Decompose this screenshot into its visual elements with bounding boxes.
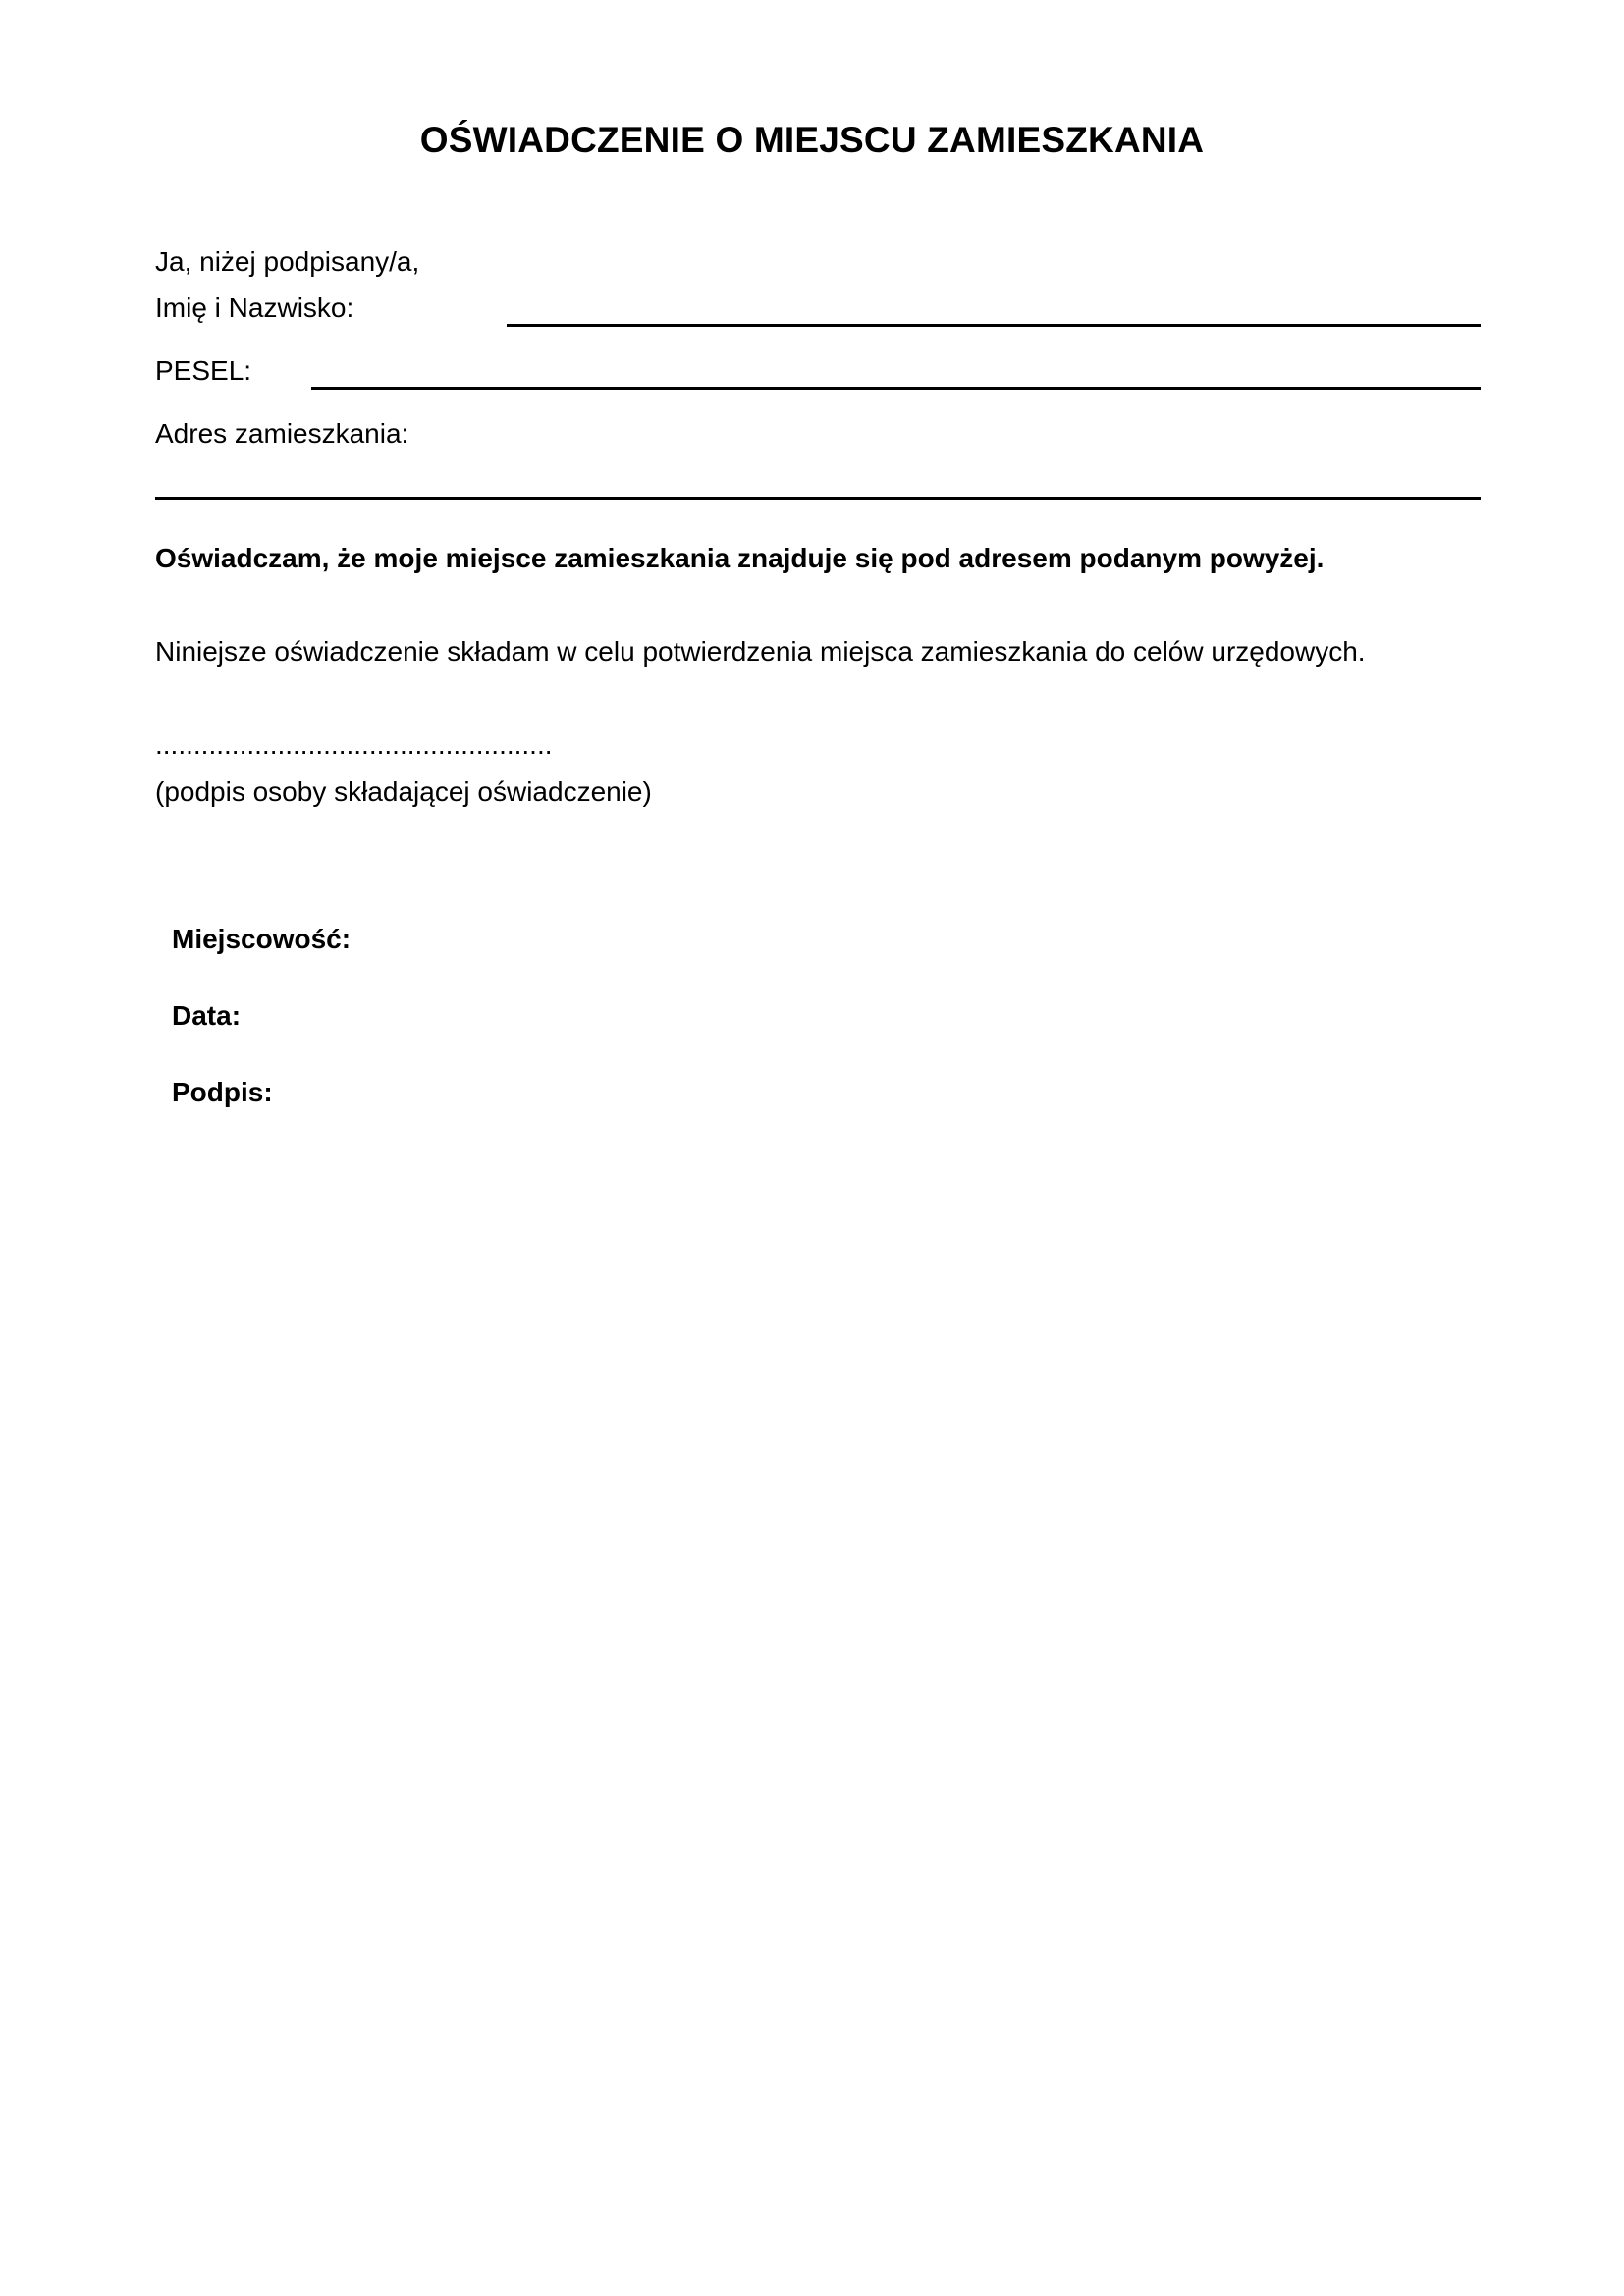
declaration-text: Oświadczam, że moje miejsce zamieszkania znajduje się pod adresem podanym powyżej. (155, 543, 1325, 573)
name-label: Imię i Nazwisko: (155, 293, 354, 323)
address-label: Adres zamieszkania: (155, 418, 409, 449)
pesel-label: PESEL: (155, 355, 252, 386)
address-input-line[interactable] (155, 497, 1481, 500)
pesel-input-line[interactable] (311, 387, 1481, 390)
purpose-text: Niniejsze oświadczenie składam w celu potwierdzenia miejsca zamieszkania do celów urzędowych. (155, 636, 1366, 667)
intro-text: Ja, niżej podpisany/a, (155, 246, 420, 277)
place-label: Miejscowość: (172, 924, 352, 954)
name-input-line[interactable] (507, 324, 1481, 327)
signature-caption: (podpis osoby składającej oświadczenie) (155, 776, 652, 807)
signature-label: Podpis: (172, 1077, 273, 1107)
signature-dotted-line: .................................................... (155, 729, 553, 760)
date-label: Data: (172, 1000, 242, 1031)
document-title: OŚWIADCZENIE O MIEJSCU ZAMIESZKANIA (419, 120, 1205, 160)
